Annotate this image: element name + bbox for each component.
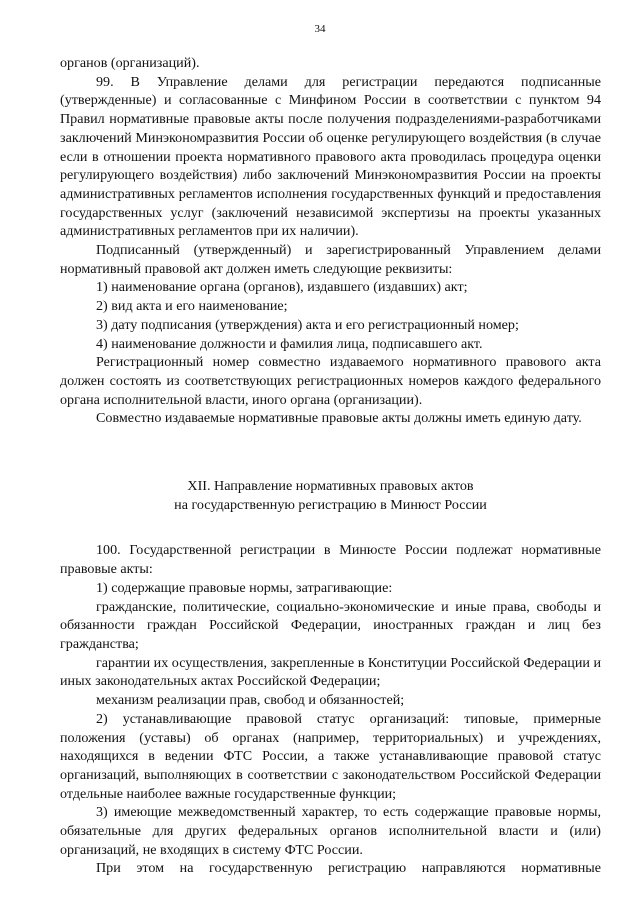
sub-item: гарантии их осуществления, закрепленные в Конституции Российской Федерации и иных законодательных актах Российской Федерации; [60,654,601,690]
list-item: 3) дату подписания (утверждения) акта и его регистрационный номер; [96,316,519,333]
paragraph-final: При этом на государственную регистрацию направляются нормативные [96,860,601,877]
document-body [60,54,601,878]
list-item: 3) имеющие межведомственный характер, то есть содержащие правовые нормы, обязательные для других федеральных органов исполнительной власти и (или) организаций, не входящих в систему ФТС России. [60,804,601,858]
paragraph-100: 100. Государственной регистрации в Минюсте России подлежат нормативные правовые акты: [60,542,601,578]
list-item: 2) устанавливающие правовой статус организаций: типовые, примерные положения (уставы) об органах (например, территориальных) и учреждениях, находящихся в ведении ФТС России, а также устанавливающие правовой статус организаций, выполняющих в соответствии с законодательством Российской Федерации отдельные наиболее важные государственные функции; [60,710,601,802]
paragraph-continuation: органов (организаций). [60,55,200,71]
page-number: 34 [314,23,326,35]
paragraph-99: 99. В Управление делами для регистрации передаются подписанные (утвержденные) и согласованные с Минфином России в соответствии с пунктом 94 Правил нормативные правовые акты после получения подразделениями-разработчиками заключений Минэкономразвития России об оценке регулирующего воздействия (в случае если в отношении проекта нормативного правового акта проводилась процедура оценки регулирующего воздействия) либо заключений Минэкономразвития России на проекты административных регламентов исполнения государственных функций и предоставления государственных услуг (заключений независимой экспертизы на проекты указанных административных регламентов при их наличии). [60,73,601,240]
sub-item: гражданские, политические, социально-экономические и иные права, свободы и обязанности граждан Российской Федерации, иностранных граждан и лиц без гражданства; [60,598,601,652]
paragraph-registration-number: Регистрационный номер совместно издаваемого нормативного правового акта должен состоять из соответствующих регистрационных номеров каждого федерального органа исполнительной власти, иного органа (организации). [60,354,601,408]
paragraph-joint-acts: Совместно издаваемые нормативные правовые акты должны иметь единую дату. [96,410,582,427]
section-heading-line1: XII. Направление нормативных правовых актов [187,478,474,495]
list-item: 1) содержащие правовые нормы, затрагивающие: [96,579,393,596]
list-item: 4) наименование должности и фамилия лица, подписавшего акт. [96,335,483,352]
section-heading-line2: на государственную регистрацию в Минюст России [174,496,487,513]
paragraph-requisites-intro: Подписанный (утвержденный) и зарегистрированный Управлением делами нормативный правовой акт должен иметь следующие реквизиты: [60,242,601,277]
list-item: 1) наименование органа (органов), издавшего (издавших) акт; [96,279,468,296]
sub-item: механизм реализации прав, свобод и обязанностей; [96,692,405,709]
list-item: 2) вид акта и его наименование; [96,298,288,315]
